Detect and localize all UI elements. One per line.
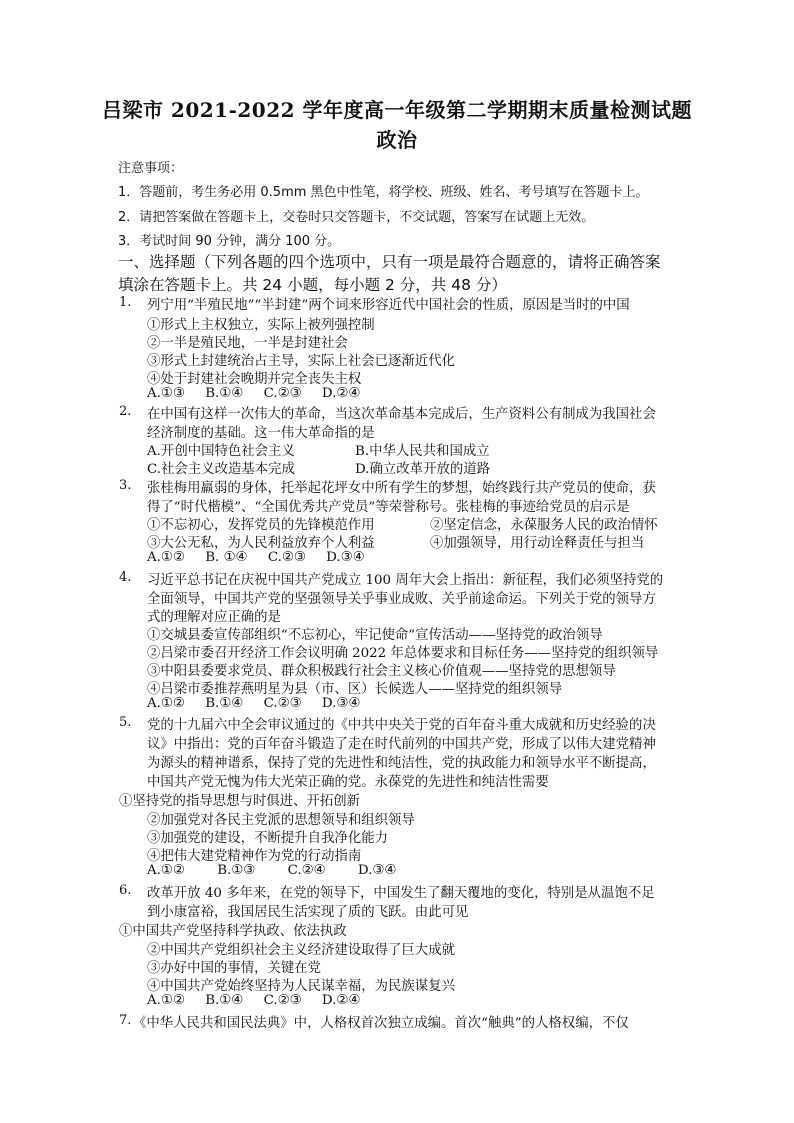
question-number: 3.: [119, 478, 132, 493]
choice-d: D.③④: [326, 550, 365, 565]
choice-b: B.①③: [217, 863, 256, 878]
statement-item: ②吕梁市委召开经济工作会议明确 2022 年总体要求和目标任务——坚持党的组织领导: [147, 646, 659, 661]
choice-d: D.确立改革开放的道路: [355, 462, 491, 477]
choice-b: B.①④: [205, 696, 244, 711]
answer-choices: [147, 863, 396, 878]
question-number: 1.: [119, 295, 132, 310]
statement-item: ③中阳县委要求党员、群众积极践行社会主义核心价值观——坚持党的思想领导: [147, 664, 616, 679]
exam-title: 吕梁市 2021-2022 学年度高一年级第二学期期末质量检测试题: [101, 98, 693, 122]
question-stem: 在中国有这样一次伟大的革命，当这次革命基本完成后，生产资料公有制成为我国社会: [147, 407, 656, 422]
statement-item: ③形式上封建统治占主导，实际上社会已逐渐近代化: [147, 354, 455, 369]
statement-item: ①形式上主权独立，实际上被列强控制: [147, 318, 375, 333]
choice-d: D.②④: [321, 993, 361, 1008]
choice-c: C.社会主义改造基本完成: [147, 462, 295, 477]
statement-item: ④处于封建社会晚期并完全丧失主权: [147, 372, 362, 387]
statement-item: ①交城县委宣传部组织“不忘初心，牢记使命”宣传活动——坚持党的政治领导: [147, 628, 603, 643]
choice-d: D.③④: [357, 863, 397, 878]
question-number: 4.: [119, 570, 132, 585]
choice-a: A.①②: [147, 993, 185, 1008]
question-stem: 为源头的精神谱系，保持了党的先进性和纯洁性，党的执政能力和领导水平不断提高，: [147, 756, 656, 771]
choice-d: D.②④: [321, 386, 361, 401]
statement-item: ③加强党的建设，不断提升自我净化能力: [147, 831, 389, 846]
notes-heading: 注意事项：: [118, 161, 184, 176]
statement-item: ③大公无私，为人民利益放弃个人利益: [147, 536, 375, 551]
choice-c: C.②③: [263, 696, 302, 711]
answer-choices: [147, 386, 360, 401]
statement-item: ②一半是殖民地，一半是封建社会: [147, 336, 348, 351]
question-stem: 经济制度的基础。这一伟大革命指的是: [147, 426, 375, 441]
statement-item: ③办好中国的事情，关键在党: [147, 961, 322, 976]
choice-b: B.①④: [205, 386, 244, 401]
question-number: 6.: [119, 883, 132, 898]
choice-a: A.开创中国特色社会主义: [147, 444, 295, 459]
choice-b: B.①④: [205, 993, 244, 1008]
statement-item: ②坚定信念，永葆服务人民的政治情怀: [430, 518, 658, 533]
statement-item: ④加强领导，用行动诠释责任与担当: [430, 536, 645, 551]
statement-item: ④中国共产党始终坚持为人民谋幸福，为民族谋复兴: [147, 979, 455, 994]
question-stem: 到小康富裕，我国居民生活实现了质的飞跃。由此可见: [147, 905, 469, 920]
choice-c: C.②③: [263, 386, 302, 401]
section-heading-line1: 一、选择题（下列各题的四个选项中，只有一项是最符合题意的，请将正确答案: [118, 253, 661, 271]
choice-a: A.①②: [147, 550, 185, 565]
note-item: 2．请把答案做在答题卡上，交卷时只交答题卡，不交试题，答案写在试题上无效。: [118, 210, 595, 225]
answer-choices: [147, 993, 360, 1008]
exam-subject: 政治: [376, 128, 418, 152]
question-stem: 习近平总书记在庆祝中国共产党成立 100 周年大会上指出：新征程，我们必须坚持党的: [147, 573, 664, 588]
question-number: 2.: [119, 404, 132, 419]
note-item: 3．考试时间 90 分钟，满分 100 分。: [118, 234, 341, 249]
note-item: 1．答题前，考生务必用 0.5mm 黑色中性笔，将学校、班级、姓名、考号填写在答题卡上。: [118, 185, 649, 200]
question-stem: 议》中指出：党的百年奋斗锻造了走在时代前列的中国共产党，形成了以伟大建党精神: [147, 737, 656, 752]
question-stem: 列宁用“半殖民地”“半封建”两个词来形容近代中国社会的性质，原因是当时的中国: [147, 298, 630, 313]
choice-c: C.②③: [267, 550, 306, 565]
choice-c: C.②④: [287, 863, 326, 878]
question-stem: 张桂梅用羸弱的身体，托举起花坪女中所有学生的梦想，始终践行共产党员的使命，获: [147, 481, 656, 496]
answer-choices: [147, 550, 365, 565]
section-heading-line2: 填涂在答题卡上。共 24 小题，每小题 2 分，共 48 分）: [118, 276, 507, 294]
choice-c: C.②③: [263, 993, 302, 1008]
question-stem: 式的理解对应正确的是: [147, 610, 281, 625]
choice-a: A.①②: [147, 863, 185, 878]
statement-item: ①不忘初心，发挥党员的先锋模范作用: [147, 518, 375, 533]
question-stem: 中国共产党无愧为伟大光荣正确的党。永葆党的先进性和纯洁性需要: [147, 775, 549, 790]
question-stem: 得了“时代楷模”、“全国优秀共产党员”等荣誉称号。张桂梅的事迹给党员的启示是: [147, 500, 630, 515]
choice-d: D.③④: [321, 696, 361, 711]
statement-item: ②加强党对各民主党派的思想领导和组织领导: [147, 813, 415, 828]
statement-item: ④把伟大建党精神作为党的行动指南: [147, 849, 362, 864]
question-stem: 全面领导，中国共产党的坚强领导关乎事业成败、关乎前途命运。下列关于党的领导方: [147, 592, 656, 607]
question-number: 5.: [119, 715, 132, 730]
answer-choices: [147, 696, 360, 711]
statement-item: ①中国共产党坚持科学执政、依法执政: [119, 924, 347, 939]
question-stem: 改革开放 40 多年来，在党的领导下，中国发生了翻天覆地的变化，特别是从温饱不足: [147, 886, 655, 901]
choice-b: B. ①④: [205, 550, 248, 565]
statement-item: ②中国共产党组织社会主义经济建设取得了巨大成就: [147, 943, 455, 958]
question-number: 7.: [119, 1013, 132, 1028]
question-stem: 党的十九届六中全会审议通过的《中共中央关于党的百年奋斗重大成就和历史经验的决: [147, 718, 656, 733]
statement-item: ④吕梁市委推荐燕明星为县（市、区）长候选人——坚持党的组织领导: [147, 682, 563, 697]
choice-a: A.①③: [147, 386, 185, 401]
choice-b: B.中华人民共和国成立: [355, 444, 490, 459]
question-stem: 《中华人民共和国民法典》中，人格权首次独立成编。首次“触典”的人格权编，不仅: [133, 1016, 629, 1031]
choice-a: A.①②: [147, 696, 185, 711]
statement-item: ①坚持党的指导思想与时俱进、开拓创新: [119, 794, 361, 809]
